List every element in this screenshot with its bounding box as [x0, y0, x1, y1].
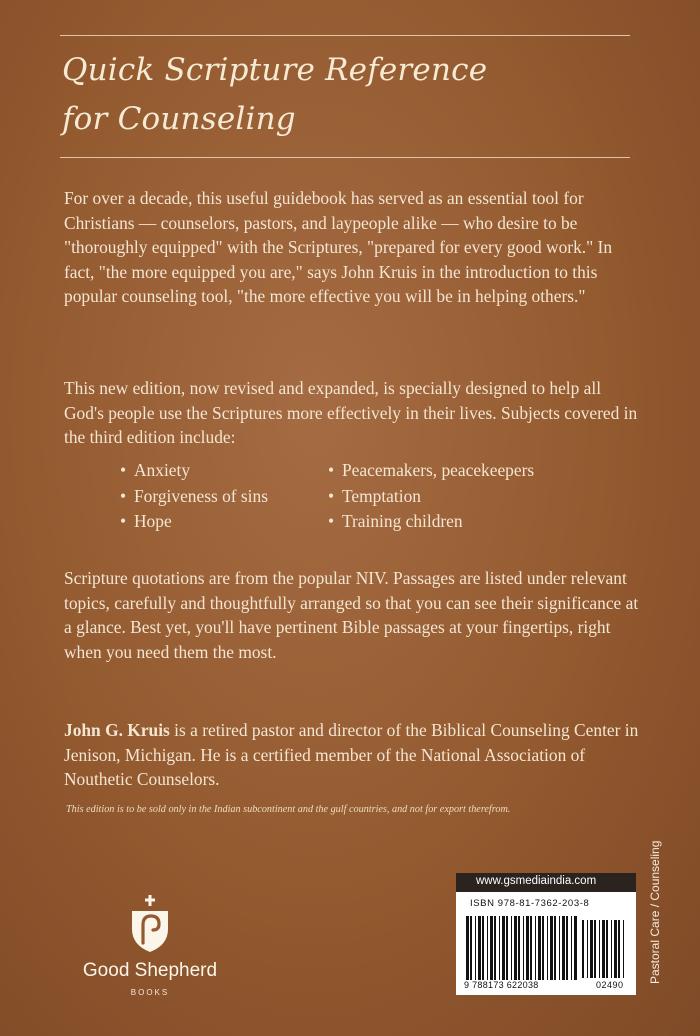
publisher-name: Good Shepherd — [82, 960, 218, 981]
category-label: Pastoral Care / Counseling — [648, 840, 662, 984]
list-item: • Forgiveness of sins — [120, 484, 268, 510]
subjects-list-left — [120, 458, 268, 535]
publisher-logo — [70, 895, 230, 997]
author-bio-text: is a retired pastor and director of the Biblical Counseling Center in Jenison, Michigan. He is a certified member of the National Association of Nouthetic Counselors. — [64, 720, 639, 790]
title-rule — [60, 157, 630, 158]
intro-paragraph: For over a decade, this useful guidebook has served as an essential tool for Christians — counselors, pastors, and laypeople alike — who desire to be "thoroughly equipped" with the Scriptures, "prepared for every good work." In fact, "the more equipped you are," says John Kruis in the introduction to this popular counseling tool, "the more effective you will be in helping others." — [64, 188, 613, 307]
top-rule — [60, 35, 630, 36]
publisher-url: www.gsmediaindia.com — [456, 873, 636, 892]
author-name: John G. Kruis — [64, 720, 170, 740]
author-bio — [64, 718, 644, 792]
subjects-list-right — [328, 458, 534, 535]
publisher-sub: BOOKS — [130, 988, 170, 997]
barcode-digits: 9 788173 622038 — [464, 980, 539, 990]
shepherd-crook-icon — [128, 895, 172, 953]
quotations-paragraph: Scripture quotations are from the popular NIV. Passages are listed under relevant topics, carefully and thoughtfully arranged so that you can see their significance at a glance. Best yet, you'll have pertinent Bible passages at your fingertips, right when you need them the most. — [64, 568, 639, 662]
list-item: • Hope — [120, 509, 268, 535]
isbn-text: ISBN 978-81-7362-203-8 — [470, 898, 590, 909]
export-notice: This edition is to be sold only in the Indian subcontinent and the gulf countries, and not for export therefrom. — [66, 804, 511, 815]
book-title — [62, 46, 622, 144]
list-item: • Anxiety — [120, 458, 268, 484]
barcode-panel — [456, 873, 636, 995]
edition-paragraph: This new edition, now revised and expanded, is specially designed to help all God's people use the Scriptures more effectively in their lives. Subjects covered in the third edition include: — [64, 378, 638, 448]
barcode-area — [456, 892, 636, 995]
list-item: • Training children — [328, 509, 534, 535]
addon-digits: 02490 — [596, 980, 624, 990]
title-line-2: for Counseling — [62, 101, 296, 137]
list-item: • Temptation — [328, 484, 534, 510]
list-item: • Peacemakers, peacekeepers — [328, 458, 534, 484]
title-line-1: Quick Scripture Reference — [62, 52, 488, 88]
addon-barcode-bars — [582, 920, 628, 978]
barcode-bars — [466, 916, 578, 980]
